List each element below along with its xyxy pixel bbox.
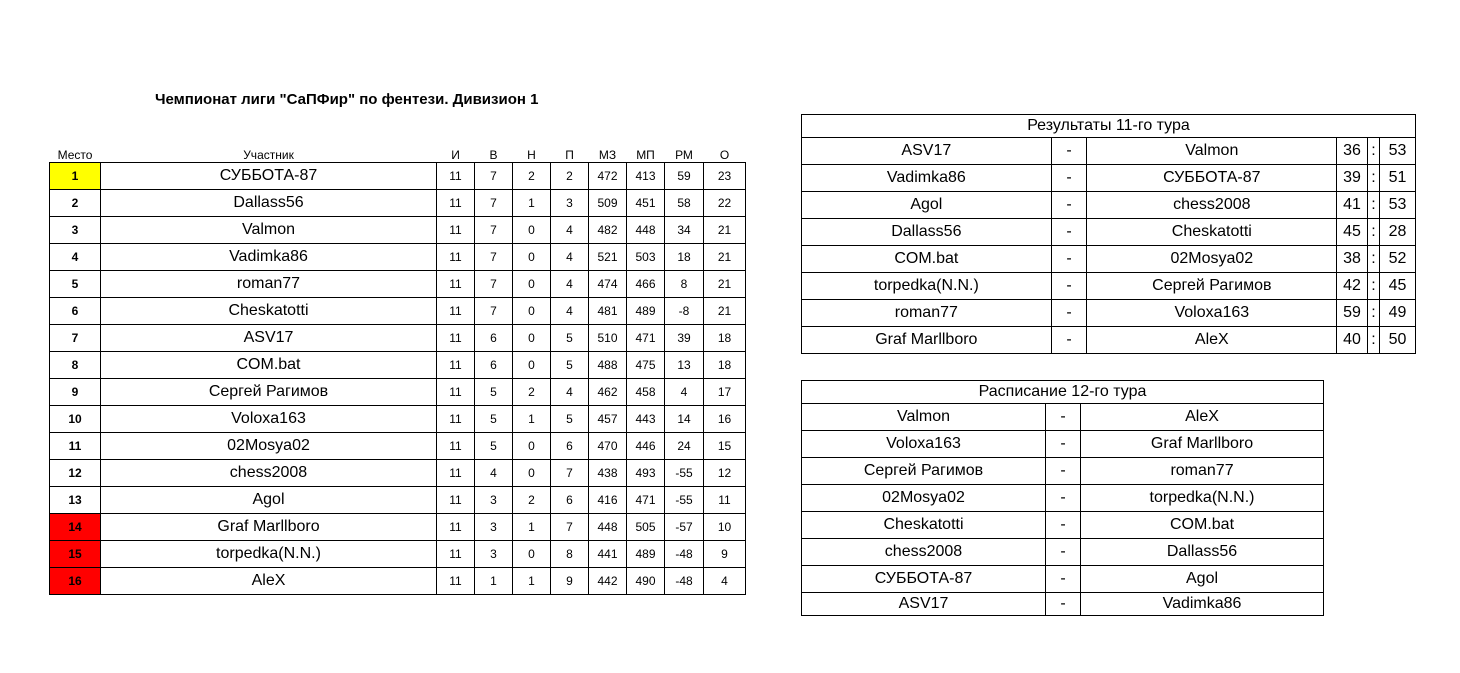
- table-row: [50, 514, 746, 541]
- vs-separator: -: [1046, 458, 1081, 485]
- result-row: [802, 300, 1416, 327]
- stat-cell-mz: 521: [589, 244, 627, 271]
- page-title: Чемпионат лиги "СаПФир" по фентези. Дивизион 1: [155, 91, 539, 108]
- stat-cell-rm: 4: [665, 379, 704, 406]
- participant-cell: Сергей Рагимов: [101, 379, 437, 406]
- stat-cell-v: 6: [475, 325, 513, 352]
- stat-cell-i: 11: [437, 190, 475, 217]
- away-team: Vadimka86: [1081, 593, 1324, 616]
- result-row: [802, 327, 1416, 354]
- vs-separator: -: [1051, 219, 1087, 246]
- stat-cell-rm: -55: [665, 487, 704, 514]
- stat-cell-v: 6: [475, 352, 513, 379]
- stat-cell-mp: 471: [627, 325, 665, 352]
- score-separator: :: [1367, 165, 1379, 192]
- stat-cell-mz: 416: [589, 487, 627, 514]
- place-cell: 7: [50, 325, 101, 352]
- stat-cell-i: 11: [437, 325, 475, 352]
- away-team: СУББОТА-87: [1087, 165, 1337, 192]
- stat-cell-n: 2: [513, 379, 551, 406]
- stat-cell-i: 11: [437, 433, 475, 460]
- stat-cell-v: 7: [475, 163, 513, 190]
- result-row: [802, 138, 1416, 165]
- result-row: [802, 192, 1416, 219]
- stat-cell-v: 5: [475, 433, 513, 460]
- place-cell: 15: [50, 541, 101, 568]
- participant-cell: AleX: [101, 568, 437, 595]
- table-row: [50, 352, 746, 379]
- stat-cell-mp: 475: [627, 352, 665, 379]
- score-separator: :: [1367, 246, 1379, 273]
- stat-cell-mp: 458: [627, 379, 665, 406]
- stat-cell-o: 12: [704, 460, 746, 487]
- away-team: chess2008: [1087, 192, 1337, 219]
- home-score: 41: [1337, 192, 1368, 219]
- stat-cell-mz: 442: [589, 568, 627, 595]
- stat-cell-mz: 481: [589, 298, 627, 325]
- stat-cell-mp: 443: [627, 406, 665, 433]
- home-team: Cheskatotti: [802, 512, 1046, 539]
- table-row: [50, 379, 746, 406]
- home-team: chess2008: [802, 539, 1046, 566]
- away-score: 52: [1380, 246, 1416, 273]
- stat-cell-mp: 493: [627, 460, 665, 487]
- table-row: [50, 244, 746, 271]
- participant-cell: СУББОТА-87: [101, 163, 437, 190]
- stat-cell-mz: 448: [589, 514, 627, 541]
- place-cell: 14: [50, 514, 101, 541]
- stat-cell-rm: -8: [665, 298, 704, 325]
- stat-cell-v: 3: [475, 487, 513, 514]
- header-losses: П: [565, 148, 574, 162]
- stat-cell-v: 5: [475, 379, 513, 406]
- schedule-row: [802, 593, 1324, 616]
- header-points-against: МП: [636, 148, 655, 162]
- schedule-row: [802, 431, 1324, 458]
- stat-cell-o: 17: [704, 379, 746, 406]
- away-score: 53: [1380, 192, 1416, 219]
- stat-cell-rm: -48: [665, 541, 704, 568]
- vs-separator: -: [1046, 593, 1081, 616]
- vs-separator: -: [1051, 300, 1087, 327]
- stat-cell-p: 5: [551, 406, 589, 433]
- schedule-row: [802, 485, 1324, 512]
- stat-cell-o: 16: [704, 406, 746, 433]
- home-score: 40: [1337, 327, 1368, 354]
- home-team: Voloxa163: [802, 431, 1046, 458]
- participant-cell: Vadimka86: [101, 244, 437, 271]
- stat-cell-n: 0: [513, 352, 551, 379]
- stat-cell-mz: 462: [589, 379, 627, 406]
- away-team: AleX: [1081, 404, 1324, 431]
- table-row: [50, 433, 746, 460]
- home-team: Agol: [802, 192, 1052, 219]
- stat-cell-mp: 503: [627, 244, 665, 271]
- stat-cell-i: 11: [437, 541, 475, 568]
- place-cell: 1: [50, 163, 101, 190]
- stat-cell-mz: 482: [589, 217, 627, 244]
- away-score: 49: [1380, 300, 1416, 327]
- stat-cell-mp: 446: [627, 433, 665, 460]
- stat-cell-mp: 489: [627, 298, 665, 325]
- home-score: 36: [1337, 138, 1368, 165]
- away-score: 28: [1380, 219, 1416, 246]
- stat-cell-p: 4: [551, 217, 589, 244]
- stat-cell-n: 0: [513, 244, 551, 271]
- place-cell: 10: [50, 406, 101, 433]
- stat-cell-v: 5: [475, 406, 513, 433]
- away-score: 53: [1380, 138, 1416, 165]
- table-row: [50, 325, 746, 352]
- score-separator: :: [1367, 192, 1379, 219]
- stat-cell-mp: 505: [627, 514, 665, 541]
- stat-cell-mp: 471: [627, 487, 665, 514]
- stat-cell-n: 1: [513, 406, 551, 433]
- home-score: 42: [1337, 273, 1368, 300]
- schedule-row: [802, 566, 1324, 593]
- home-team: СУББОТА-87: [802, 566, 1046, 593]
- score-separator: :: [1367, 300, 1379, 327]
- stat-cell-n: 2: [513, 163, 551, 190]
- score-separator: :: [1367, 219, 1379, 246]
- stat-cell-v: 4: [475, 460, 513, 487]
- home-team: Сергей Рагимов: [802, 458, 1046, 485]
- away-team: Voloxa163: [1087, 300, 1337, 327]
- away-team: Dallass56: [1081, 539, 1324, 566]
- participant-cell: torpedka(N.N.): [101, 541, 437, 568]
- schedule-row: [802, 458, 1324, 485]
- home-team: Valmon: [802, 404, 1046, 431]
- stat-cell-p: 4: [551, 271, 589, 298]
- stat-cell-mp: 490: [627, 568, 665, 595]
- vs-separator: -: [1051, 192, 1087, 219]
- schedule-row: [802, 512, 1324, 539]
- place-cell: 6: [50, 298, 101, 325]
- place-cell: 2: [50, 190, 101, 217]
- header-participant: Участник: [243, 148, 294, 162]
- home-team: Graf Marllboro: [802, 327, 1052, 354]
- stat-cell-v: 7: [475, 244, 513, 271]
- schedule-row: [802, 404, 1324, 431]
- stat-cell-n: 2: [513, 487, 551, 514]
- stat-cell-p: 4: [551, 298, 589, 325]
- participant-cell: ASV17: [101, 325, 437, 352]
- home-team: roman77: [802, 300, 1052, 327]
- stat-cell-mp: 451: [627, 190, 665, 217]
- stat-cell-i: 11: [437, 163, 475, 190]
- participant-cell: 02Mosya02: [101, 433, 437, 460]
- place-cell: 8: [50, 352, 101, 379]
- header-games: И: [451, 148, 460, 162]
- stat-cell-rm: 24: [665, 433, 704, 460]
- vs-separator: -: [1051, 327, 1087, 354]
- vs-separator: -: [1051, 165, 1087, 192]
- stat-cell-o: 9: [704, 541, 746, 568]
- home-team: Vadimka86: [802, 165, 1052, 192]
- stat-cell-rm: 13: [665, 352, 704, 379]
- away-team: Graf Marllboro: [1081, 431, 1324, 458]
- stat-cell-rm: 59: [665, 163, 704, 190]
- stat-cell-o: 21: [704, 298, 746, 325]
- participant-cell: Cheskatotti: [101, 298, 437, 325]
- stat-cell-mp: 413: [627, 163, 665, 190]
- stat-cell-i: 11: [437, 244, 475, 271]
- standings-header-row: [50, 143, 746, 163]
- stat-cell-v: 7: [475, 298, 513, 325]
- stat-cell-mp: 466: [627, 271, 665, 298]
- away-score: 45: [1380, 273, 1416, 300]
- table-row: [50, 487, 746, 514]
- header-wins: В: [489, 148, 498, 162]
- stat-cell-o: 4: [704, 568, 746, 595]
- stat-cell-i: 11: [437, 271, 475, 298]
- home-score: 45: [1337, 219, 1368, 246]
- vs-separator: -: [1051, 246, 1087, 273]
- away-team: Agol: [1081, 566, 1324, 593]
- stat-cell-i: 11: [437, 406, 475, 433]
- stat-cell-mz: 441: [589, 541, 627, 568]
- stat-cell-o: 21: [704, 217, 746, 244]
- stat-cell-p: 7: [551, 460, 589, 487]
- away-team: Сергей Рагимов: [1087, 273, 1337, 300]
- away-team: Valmon: [1087, 138, 1337, 165]
- place-cell: 4: [50, 244, 101, 271]
- stat-cell-o: 11: [704, 487, 746, 514]
- away-score: 50: [1380, 327, 1416, 354]
- stat-cell-mz: 509: [589, 190, 627, 217]
- home-team: Dallass56: [802, 219, 1052, 246]
- stat-cell-p: 6: [551, 487, 589, 514]
- home-score: 38: [1337, 246, 1368, 273]
- stat-cell-i: 11: [437, 568, 475, 595]
- home-score: 39: [1337, 165, 1368, 192]
- stat-cell-p: 5: [551, 352, 589, 379]
- stat-cell-n: 0: [513, 541, 551, 568]
- stat-cell-o: 23: [704, 163, 746, 190]
- home-team: ASV17: [802, 593, 1046, 616]
- stat-cell-rm: 14: [665, 406, 704, 433]
- stat-cell-o: 21: [704, 244, 746, 271]
- place-cell: 3: [50, 217, 101, 244]
- stat-cell-v: 7: [475, 190, 513, 217]
- stat-cell-v: 7: [475, 217, 513, 244]
- table-row: [50, 460, 746, 487]
- stat-cell-n: 0: [513, 325, 551, 352]
- place-cell: 5: [50, 271, 101, 298]
- header-draws: Н: [527, 148, 536, 162]
- stat-cell-mz: 510: [589, 325, 627, 352]
- stat-cell-mp: 448: [627, 217, 665, 244]
- stat-cell-mz: 472: [589, 163, 627, 190]
- vs-separator: -: [1046, 512, 1081, 539]
- stat-cell-rm: 18: [665, 244, 704, 271]
- place-cell: 13: [50, 487, 101, 514]
- vs-separator: -: [1046, 431, 1081, 458]
- stat-cell-p: 4: [551, 244, 589, 271]
- stat-cell-n: 1: [513, 190, 551, 217]
- stat-cell-mz: 438: [589, 460, 627, 487]
- stat-cell-n: 0: [513, 298, 551, 325]
- result-row: [802, 273, 1416, 300]
- schedule-row: [802, 539, 1324, 566]
- vs-separator: -: [1051, 138, 1087, 165]
- stat-cell-o: 10: [704, 514, 746, 541]
- away-team: AleX: [1087, 327, 1337, 354]
- stat-cell-n: 0: [513, 433, 551, 460]
- result-row: [802, 165, 1416, 192]
- stat-cell-p: 4: [551, 379, 589, 406]
- away-team: Cheskatotti: [1087, 219, 1337, 246]
- score-separator: :: [1367, 327, 1379, 354]
- stat-cell-n: 1: [513, 568, 551, 595]
- stat-cell-i: 11: [437, 298, 475, 325]
- table-row: [50, 271, 746, 298]
- stat-cell-mz: 470: [589, 433, 627, 460]
- standings-table: [49, 143, 746, 595]
- away-team: torpedka(N.N.): [1081, 485, 1324, 512]
- stat-cell-p: 2: [551, 163, 589, 190]
- stat-cell-v: 1: [475, 568, 513, 595]
- place-cell: 9: [50, 379, 101, 406]
- score-separator: :: [1367, 138, 1379, 165]
- participant-cell: Dallass56: [101, 190, 437, 217]
- stat-cell-i: 11: [437, 217, 475, 244]
- stat-cell-mp: 489: [627, 541, 665, 568]
- vs-separator: -: [1046, 404, 1081, 431]
- participant-cell: Graf Marllboro: [101, 514, 437, 541]
- participant-cell: chess2008: [101, 460, 437, 487]
- away-team: COM.bat: [1081, 512, 1324, 539]
- schedule-table: [801, 380, 1324, 616]
- stat-cell-i: 11: [437, 352, 475, 379]
- stat-cell-o: 21: [704, 271, 746, 298]
- participant-cell: roman77: [101, 271, 437, 298]
- results-title: Результаты 11-го тура: [802, 115, 1416, 138]
- stat-cell-rm: 58: [665, 190, 704, 217]
- header-points-for: МЗ: [598, 148, 617, 162]
- stat-cell-mz: 488: [589, 352, 627, 379]
- header-score: О: [719, 148, 730, 162]
- stat-cell-v: 7: [475, 271, 513, 298]
- stat-cell-i: 11: [437, 379, 475, 406]
- stat-cell-o: 22: [704, 190, 746, 217]
- score-separator: :: [1367, 273, 1379, 300]
- home-team: ASV17: [802, 138, 1052, 165]
- vs-separator: -: [1046, 539, 1081, 566]
- results-table: [801, 114, 1416, 354]
- stat-cell-n: 0: [513, 271, 551, 298]
- table-row: [50, 541, 746, 568]
- stat-cell-rm: -55: [665, 460, 704, 487]
- stat-cell-i: 11: [437, 487, 475, 514]
- stat-cell-rm: 8: [665, 271, 704, 298]
- participant-cell: Agol: [101, 487, 437, 514]
- table-row: [50, 298, 746, 325]
- stat-cell-v: 3: [475, 514, 513, 541]
- stat-cell-i: 11: [437, 514, 475, 541]
- stat-cell-v: 3: [475, 541, 513, 568]
- header-place: Место: [57, 148, 93, 162]
- stat-cell-p: 5: [551, 325, 589, 352]
- vs-separator: -: [1046, 566, 1081, 593]
- stat-cell-n: 0: [513, 460, 551, 487]
- participant-cell: Valmon: [101, 217, 437, 244]
- stat-cell-mz: 474: [589, 271, 627, 298]
- away-team: roman77: [1081, 458, 1324, 485]
- home-team: torpedka(N.N.): [802, 273, 1052, 300]
- stat-cell-n: 1: [513, 514, 551, 541]
- away-team: 02Mosya02: [1087, 246, 1337, 273]
- home-team: 02Mosya02: [802, 485, 1046, 512]
- place-cell: 11: [50, 433, 101, 460]
- result-row: [802, 246, 1416, 273]
- stat-cell-mz: 457: [589, 406, 627, 433]
- stat-cell-n: 0: [513, 217, 551, 244]
- result-row: [802, 219, 1416, 246]
- table-row: [50, 163, 746, 190]
- participant-cell: COM.bat: [101, 352, 437, 379]
- stat-cell-rm: 39: [665, 325, 704, 352]
- home-team: COM.bat: [802, 246, 1052, 273]
- stat-cell-rm: 34: [665, 217, 704, 244]
- table-row: [50, 568, 746, 595]
- stat-cell-o: 18: [704, 325, 746, 352]
- table-row: [50, 217, 746, 244]
- stat-cell-o: 18: [704, 352, 746, 379]
- stat-cell-p: 3: [551, 190, 589, 217]
- away-score: 51: [1380, 165, 1416, 192]
- stat-cell-rm: -48: [665, 568, 704, 595]
- stat-cell-p: 6: [551, 433, 589, 460]
- stat-cell-p: 8: [551, 541, 589, 568]
- place-cell: 12: [50, 460, 101, 487]
- place-cell: 16: [50, 568, 101, 595]
- stat-cell-p: 7: [551, 514, 589, 541]
- vs-separator: -: [1051, 273, 1087, 300]
- home-score: 59: [1337, 300, 1368, 327]
- stat-cell-p: 9: [551, 568, 589, 595]
- vs-separator: -: [1046, 485, 1081, 512]
- schedule-title: Расписание 12-го тура: [802, 381, 1324, 404]
- stat-cell-o: 15: [704, 433, 746, 460]
- stat-cell-rm: -57: [665, 514, 704, 541]
- participant-cell: Voloxa163: [101, 406, 437, 433]
- table-row: [50, 406, 746, 433]
- table-row: [50, 190, 746, 217]
- stat-cell-i: 11: [437, 460, 475, 487]
- header-difference: РМ: [675, 148, 693, 162]
